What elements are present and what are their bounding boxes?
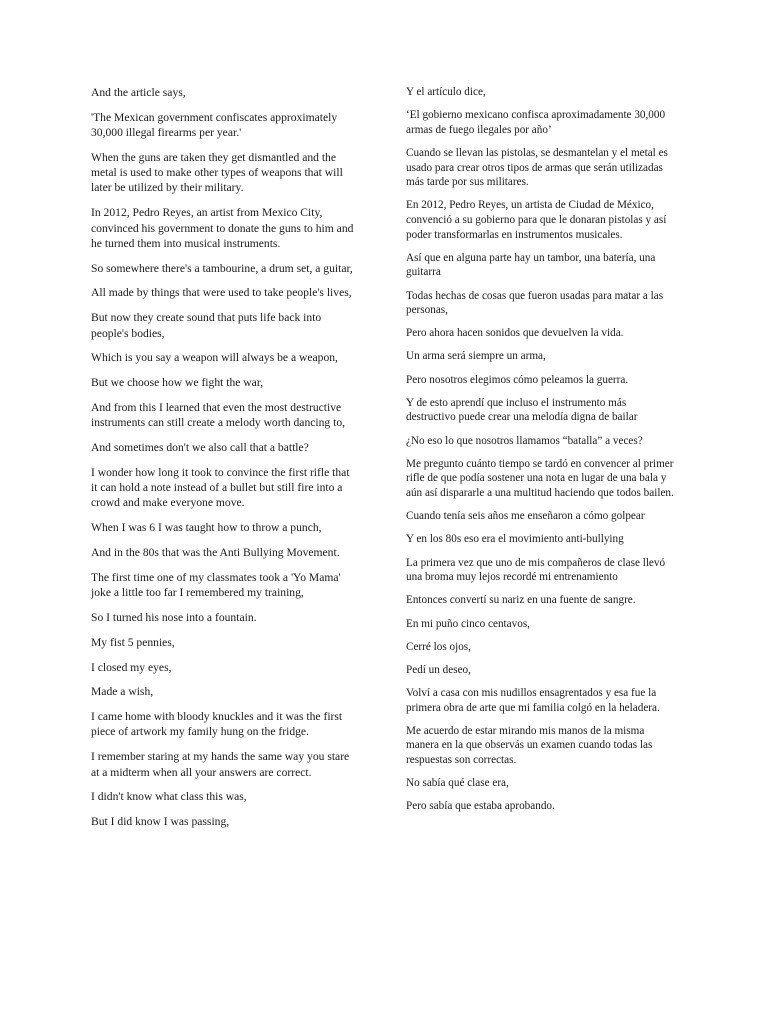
english-paragraph: The first time one of my classmates took a 'Yo Mama' joke a little too far I remembered my training, bbox=[91, 570, 341, 600]
spanish-paragraph: Y en los 80s eso era el movimiento anti-bullying bbox=[406, 533, 624, 546]
spanish-paragraph: Un arma será siempre un arma, bbox=[406, 350, 546, 363]
spanish-paragraph: ¿No eso lo que nosotros llamamos “batalla” a veces? bbox=[406, 434, 643, 447]
spanish-paragraph: Cerré los ojos, bbox=[406, 640, 471, 653]
spanish-paragraph: En mi puño cinco centavos, bbox=[406, 617, 530, 630]
spanish-paragraph: Así que en alguna parte hay un tambor, una batería, una guitarra bbox=[406, 251, 656, 279]
english-paragraph: And from this I learned that even the most destructive instruments can still create a melody worth dancing to, bbox=[91, 400, 346, 430]
english-paragraph: But I did know I was passing, bbox=[91, 815, 230, 829]
english-paragraph: And the article says, bbox=[91, 86, 186, 99]
spanish-paragraph: La primera vez que uno de mis compañeros de clase llevó una broma muy lejos recordé mi entrenamiento bbox=[406, 556, 666, 584]
spanish-paragraph: Todas hechas de cosas que fueron usadas para matar a las personas, bbox=[406, 289, 664, 317]
spanish-paragraph: Pero sabía que estaba aprobando. bbox=[406, 800, 555, 813]
english-paragraph: But now they create sound that puts life back into people's bodies, bbox=[91, 311, 322, 340]
english-paragraph: I came home with bloody knuckles and it was the first piece of artwork my family hung on the fridge. bbox=[91, 710, 343, 739]
english-paragraph: All made by things that were used to take people's lives, bbox=[91, 286, 352, 300]
spanish-paragraph: Pero nosotros elegimos cómo peleamos la guerra. bbox=[406, 373, 629, 386]
spanish-paragraph: Cuando se llevan las pistolas, se desmantelan y el metal es usado para crear otros tipos de armas que serán utilizadas más tarde por sus militares. bbox=[406, 146, 668, 189]
english-paragraph: Made a wish, bbox=[91, 685, 154, 699]
english-paragraph: I didn't know what class this was, bbox=[91, 790, 247, 804]
english-paragraph: I remember staring at my hands the same way you stare at a midterm when all your answers are correct. bbox=[91, 750, 350, 779]
spanish-paragraph: Pero ahora hacen sonidos que devuelven la vida. bbox=[406, 327, 624, 340]
english-paragraph: In 2012, Pedro Reyes, an artist from Mexico City, convinced his government to donate the guns to him and he turned them into musical instruments. bbox=[91, 206, 354, 250]
english-paragraph: When I was 6 I was taught how to throw a punch, bbox=[91, 521, 322, 535]
english-paragraph: When the guns are taken they get dismantled and the metal is used to make other types of weapons that will later be utilized by their military. bbox=[91, 150, 343, 195]
english-paragraph: But we choose how we fight the war, bbox=[91, 376, 264, 390]
spanish-paragraph: ‘El gobierno mexicano confisca aproximadamente 30,000 armas de fuego ilegales por año’ bbox=[406, 109, 666, 136]
english-paragraph: My fist 5 pennies, bbox=[91, 635, 175, 649]
english-paragraph: So somewhere there's a tambourine, a drum set, a guitar, bbox=[91, 261, 353, 275]
english-paragraph: And sometimes don't we also call that a battle? bbox=[91, 441, 309, 455]
spanish-paragraph: Y el artículo dice, bbox=[406, 86, 486, 98]
english-paragraph: I closed my eyes, bbox=[91, 660, 172, 674]
spanish-column bbox=[406, 85, 678, 823]
spanish-paragraph: No sabía qué clase era, bbox=[406, 777, 509, 790]
english-paragraph: I wonder how long it took to convince the first rifle that it can hold a note instead of a bullet but still fire into a crowd and make everyone move. bbox=[91, 465, 350, 510]
english-column bbox=[91, 85, 356, 839]
spanish-paragraph: Cuando tenía seis años me enseñaron a cómo golpear bbox=[406, 510, 645, 523]
spanish-paragraph: Entonces convertí su nariz en una fuente de sangre. bbox=[406, 594, 636, 607]
english-paragraph: So I turned his nose into a fountain. bbox=[91, 610, 257, 624]
english-paragraph: Which is you say a weapon will always be a weapon, bbox=[91, 351, 338, 365]
english-paragraph: 'The Mexican government confiscates approximately 30,000 illegal firearms per year.' bbox=[91, 110, 338, 140]
spanish-paragraph: Y de esto aprendí que incluso el instrumento más destructivo puede crear una melodía digna de bailar bbox=[406, 396, 638, 424]
spanish-paragraph: Me pregunto cuánto tiempo se tardó en convencer al primer rifle de que podía sostener una nota en lugar de una bala y aún así dispararle a una multitud haciendo que todos bailen. bbox=[406, 457, 674, 499]
english-paragraph: And in the 80s that was the Anti Bullying Movement. bbox=[91, 546, 340, 560]
spanish-paragraph: Volví a casa con mis nudillos ensagrentados y esa fue la primera obra de arte que mi familia colgó en la heladera. bbox=[406, 687, 660, 714]
spanish-paragraph: Pedí un deseo, bbox=[406, 663, 471, 676]
spanish-paragraph: Me acuerdo de estar mirando mis manos de la misma manera en la que observás un examen cuando todas las respuestas son correctas. bbox=[406, 724, 653, 767]
spanish-paragraph: En 2012, Pedro Reyes, un artista de Ciudad de México, convenció a su gobierno para que le donaran pistolas y así poder transformarlas en instrumentos musicales. bbox=[406, 199, 667, 241]
